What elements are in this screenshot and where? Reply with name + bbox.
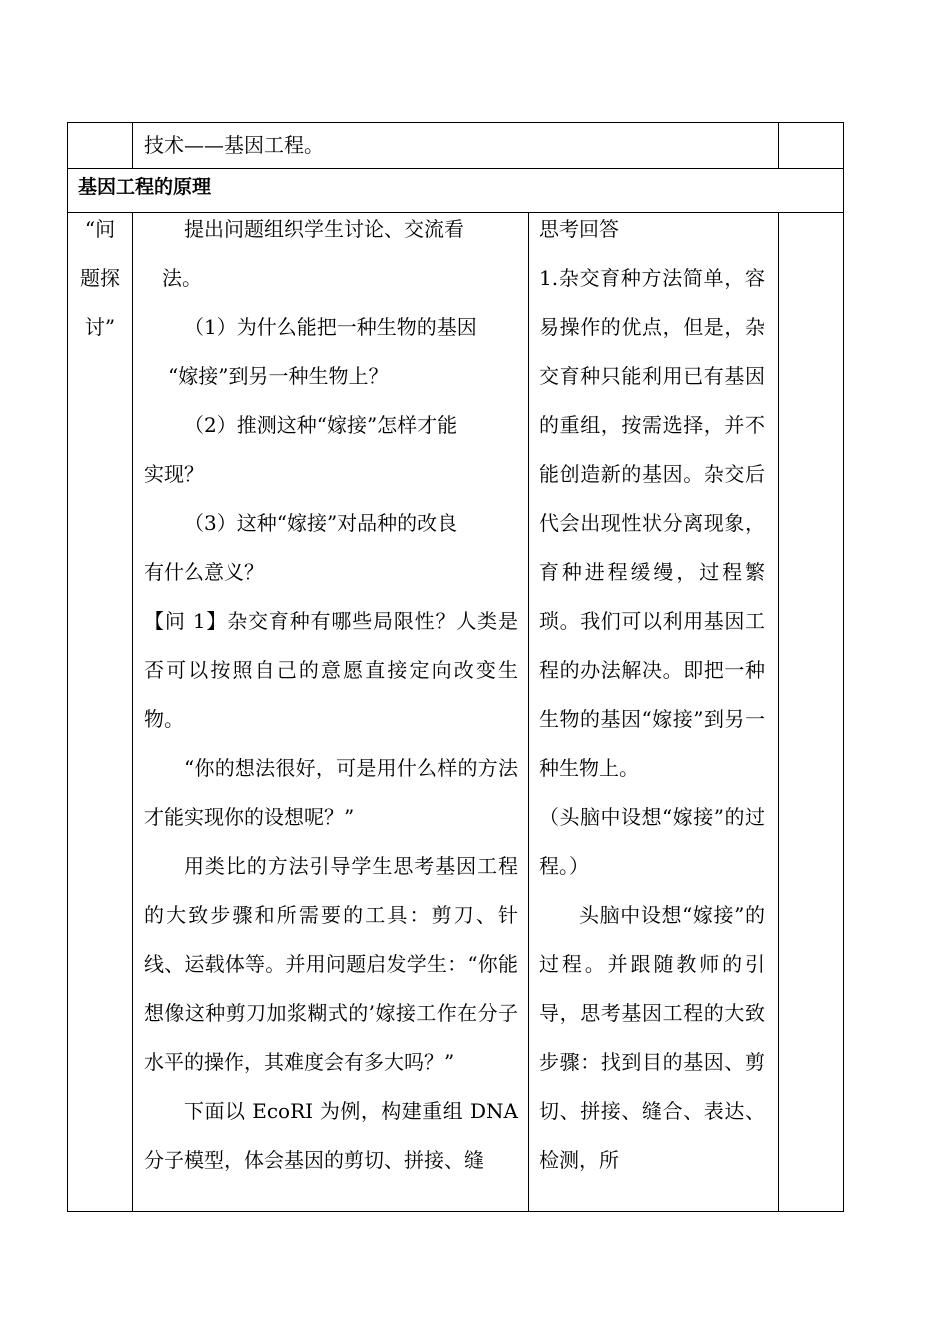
row1-text: 技术——基因工程。 — [144, 133, 324, 157]
student-paragraph: 头脑中设想“嫁接”的过程。并跟随教师的引导，思考基因工程的大致步骤：找到目的基因、剪切、拼接、缝合、表达、检测，所 — [539, 903, 765, 1172]
student-paragraph: （头脑中设想“嫁接”的过程。） — [539, 805, 765, 878]
teacher-paragraph: 提出问题组织学生讨论、交流看 — [184, 217, 464, 241]
column-divider — [132, 123, 133, 168]
stage-label-line: 题探 — [80, 266, 120, 290]
stage-label-line: “问 — [84, 217, 116, 241]
column-divider — [528, 212, 529, 1211]
stage-label-line: 讨” — [84, 315, 116, 339]
teacher-question: （2）推测这种“嫁接”怎样才能 — [184, 413, 458, 437]
teacher-activity — [144, 205, 518, 1185]
lesson-table — [67, 122, 844, 1212]
teacher-paragraph: 【问 1】杂交育种有哪些局限性？人类是否可以按照自己的意愿直接定向改变生物。 — [144, 609, 518, 731]
teacher-paragraph: 用类比的方法引导学生思考基因工程的大致步骤和所需要的工具：剪刀、针线、运载体等。并用问题启发学生：“你能想像这种剪刀加浆糊式的’嫁接工作在分子水平的操作，其难度会有多大吗？” — [144, 854, 518, 1074]
column-divider — [778, 123, 779, 168]
student-paragraph: 思考回答 — [539, 217, 619, 241]
teacher-question: （3）这种“嫁接”对品种的改良 — [184, 511, 458, 535]
teacher-question: 有什么意义？ — [144, 560, 264, 584]
column-divider — [778, 212, 779, 1211]
student-activity — [539, 205, 765, 1185]
teacher-paragraph: 法。 — [162, 266, 202, 290]
teacher-question: 实现？ — [144, 462, 204, 486]
teacher-question: “嫁接”到另一种生物上？ — [168, 364, 389, 388]
teacher-paragraph: “你的想法很好，可是用什么样的方法才能实现你的设想呢？” — [144, 756, 518, 829]
section-heading: 基因工程的原理 — [78, 176, 212, 198]
stage-label — [70, 205, 130, 352]
student-paragraph: 1.杂交育种方法简单，容易操作的优点，但是，杂交育种只能利用已有基因的重组，按需选择，并不能创造新的基因。杂交后代会出现性状分离现象，育种进程缓缦，过程繁琐。我们可以利用基因工程的办法解决。即把一种生物的基因“嫁接”到另一种生物上。 — [539, 266, 765, 780]
column-divider — [132, 212, 133, 1211]
teacher-question: （1）为什么能把一种生物的基因 — [184, 315, 477, 339]
teacher-paragraph: 下面以 EcoRI 为例，构建重组 DNA 分子模型，体会基因的剪切、拼接、缝 — [144, 1099, 518, 1172]
